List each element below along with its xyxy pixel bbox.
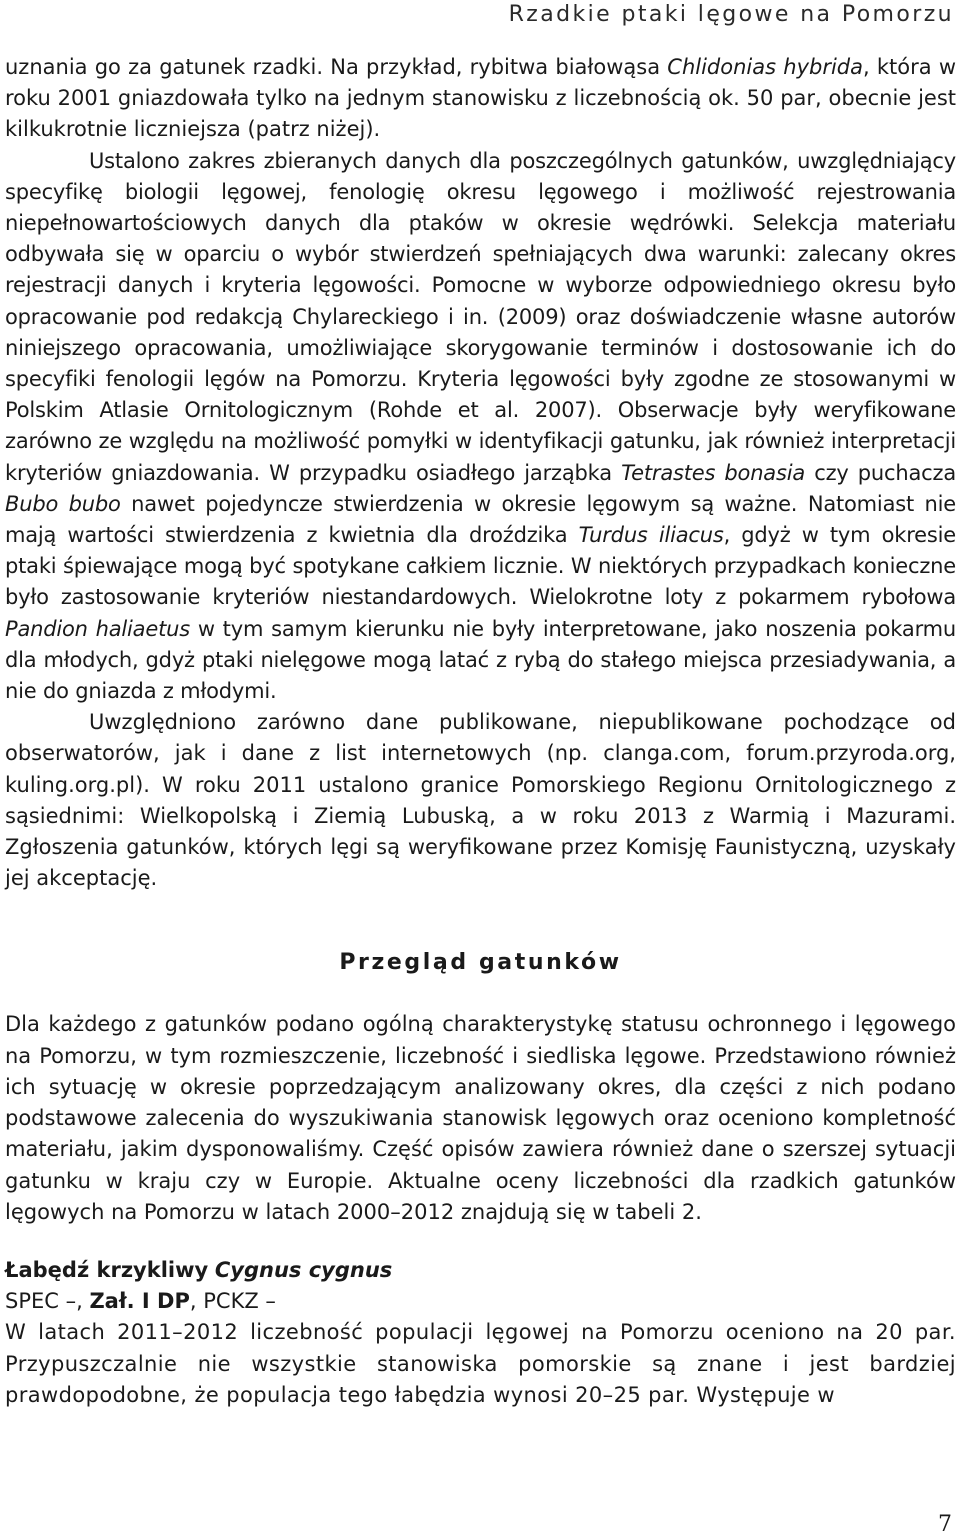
latin-name: Chlidonias hybrida	[667, 55, 863, 79]
paragraph-data-scope	[5, 146, 956, 708]
status-text: , PCKZ –	[189, 1289, 276, 1314]
page-number: 7	[938, 1512, 952, 1537]
paragraph-text: nawet pojedyncze stwierdzenia w okresie lęgowym są ważne. Natomiast nie mają wartości stwierdzenia z kwietnia dla droździka	[5, 491, 957, 548]
section-spacer	[5, 1228, 956, 1255]
paragraph-text: Ustalono zakres zbieranych danych dla poszczególnych gatunków, uwzględniający specyfikę biologii lęgowej, fenologię okresu lęgowego i możliwość rejestrowania niepełnowartościowych danych dla ptaków w okresie wędrówki. Selekcja materiału odbywała się w oparciu o wybór stwierdzeń spełniających dwa warunki: zalecany okres rejestracji danych i kryteria lęgowości. Pomocne w wyborze odpowiedniego okresu było opracowanie pod redakcją Chylareckiego i in. (2009) oraz doświadczenie własne autorów niniejszego opracowania, umożliwiające skorygowanie terminów i dostosowanie ich do specyfiki fenologii lęgów na Pomorzu. Kryteria lęgowości były zgodne ze stosowanymi w Polskim Atlasie Ornitologicznym (Rohde et al. 2007). Obserwacje były weryfikowane zarówno ze względu na możliwość pomyłki w identyfikacji gatunku, jak również interpretacji kryteriów gniazdowania. W przypadku osiadłego jarząbka	[5, 148, 956, 485]
latin-name: Tetrastes bonasia	[621, 460, 806, 485]
paragraph-text: w tym samym kierunku nie były interpretowane, jako noszenia pokarmu dla młodych, gdyż ptaki nielęgowe mogą latać z rybą do stałego miejsca przesiadywania, a nie do gniazda z młodymi.	[5, 616, 956, 704]
paragraph-text: , która w roku 2001 gniazdowała tylko na jednym stanowisku z liczebnością ok. 50 par, obecnie jest kilkukrotnie liczniejsza (patrz niżej).	[5, 55, 956, 142]
latin-name: Bubo bubo	[5, 491, 121, 516]
section-heading: Przegląd gatunków	[339, 950, 622, 976]
paragraph-sources: Uwzględniono zarówno dane publikowane, niepublikowane pochodzące od obserwatorów, jak i dane z list internetowych (np. clanga.com, forum.przyroda.org, kuling.org.pl). W roku 2011 ustalono granice Pomorskiego Regionu Ornitologicznego z sąsiednimi: Wielkopolską i Ziemią Lubuską, a w roku 2013 z Warmią i Mazurami. Zgłoszenia gatunków, których lęgi są weryfikowane przez Komisję Faunistyczną, uzyskały jej akceptację.	[5, 710, 956, 891]
status-annex: Zał. I DP	[89, 1289, 190, 1314]
running-head: Rzadkie ptaki lęgowe na Pomorzu	[508, 2, 954, 27]
paragraph-text: uznania go za gatunek rzadki. Na przykład, rybitwa białowąsa	[5, 55, 668, 79]
latin-name: Turdus iliacus	[578, 523, 724, 548]
species-latin-name: Cygnus cygnus	[214, 1257, 393, 1282]
latin-name: Pandion haliaetus	[5, 616, 190, 641]
species-name: Łabędź krzykliwy	[5, 1257, 209, 1282]
species-status	[5, 1286, 956, 1317]
status-text: SPEC –,	[5, 1289, 90, 1314]
paragraph-intro-continuation	[5, 52, 956, 146]
paragraph-text: , gdyż w tym okresie ptaki śpiewające mogą być spotykane całkiem licznie. W niektórych przypadkach konieczne było zastosowanie kryteriów niestandardowych. Wielokrotne loty z pokarmem rybołowa	[5, 523, 956, 610]
section-spacer	[5, 894, 956, 950]
paragraph-species-text: W latach 2011–2012 liczebność populacji lęgowej na Pomorzu oceniono na 20 par. Przypuszczalnie nie wszystkie stanowiska pomorskie są znane i jest bardziej prawdopodobne, że populacja tego łabędzia wynosi 20–25 par. Występuje w	[5, 1320, 956, 1407]
species-heading	[5, 1255, 956, 1286]
section-spacer	[5, 975, 956, 1009]
article-body	[5, 52, 956, 1411]
paragraph-text: czy puchacza	[805, 460, 956, 485]
paragraph-species-overview: Dla każdego z gatunków podano ogólną charakterystykę statusu ochronnego i lęgowego na Pomorzu, w tym rozmieszczenie, liczebność i siedliska lęgowe. Przedstawiono również ich sytuację w okresie poprzedzającym analizowany okres, dla części z nich podano podstawowe zalecenia do wyszukiwania stanowisk lęgowych oraz oceniono kompletność materiału, jakim dysponowaliśmy. Część opisów zawiera również dane o szerszej sytuacji gatunku w kraju czy w Europie. Aktualne oceny liczebności dla rzadkich gatunków lęgowych na Pomorzu w latach 2000–2012 znajdują się w tabeli 2.	[5, 1012, 956, 1224]
